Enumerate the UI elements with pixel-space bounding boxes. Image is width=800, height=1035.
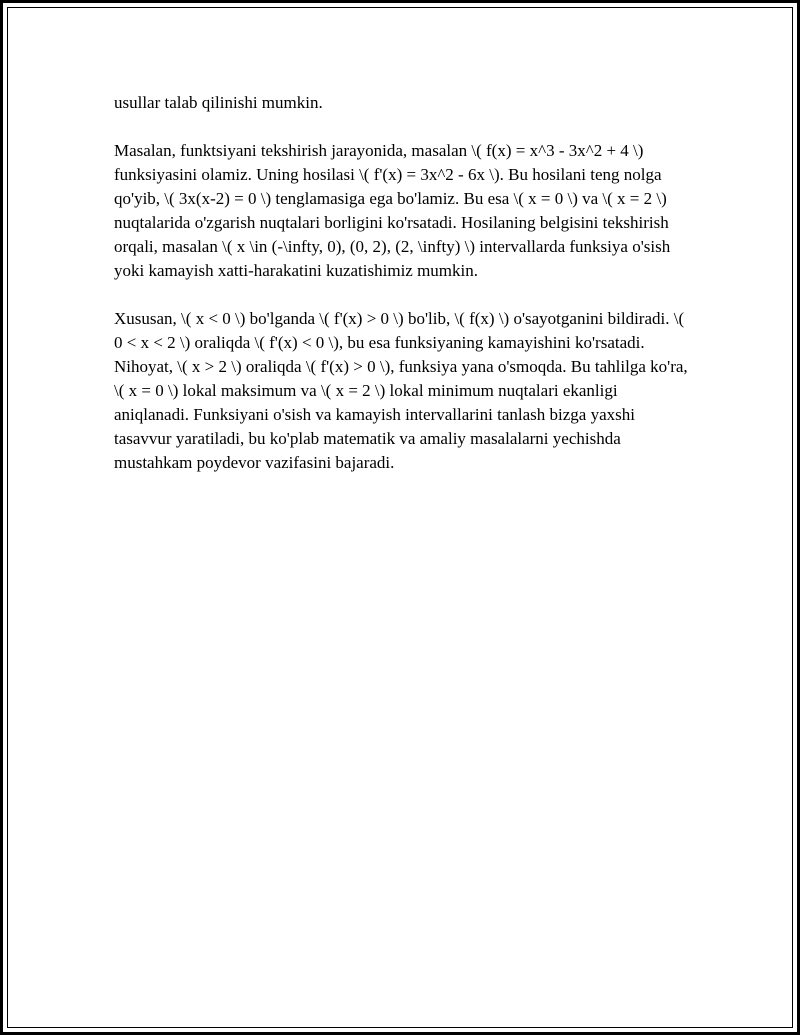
document-body	[114, 91, 694, 499]
paragraph-1: usullar talab qilinishi mumkin.	[114, 93, 323, 112]
paragraph-2: Masalan, funktsiyani tekshirish jarayonida, masalan \( f(x) = x^3 - 3x^2 + 4 \) funksiyasini olamiz. Uning hosilasi \( f'(x) = 3x^2 - 6x \). Bu hosilani teng nolga qo'yib, \( 3x(x-2) = 0 \) tenglamasiga ega bo'lamiz. Bu esa \( x = 0 \) va \( x = 2 \) nuqtalarida o'zgarish nuqtalari borligini ko'rsatadi. Hosilaning belgisini tekshirish orqali, masalan \( x \in (-\infty, 0), (0, 2), (2, \infty) \) intervallarda funksiya o'sish yoki kamayish xatti-harakatini kuzatishimiz mumkin.	[114, 141, 671, 280]
paragraph-3: Xususan, \( x < 0 \) bo'lganda \( f'(x) > 0 \) bo'lib, \( f(x) \) o'sayotganini bildiradi. \( 0 < x < 2 \) oraliqda \( f'(x) < 0 \), bu esa funksiyaning kamayishini ko'rsatadi. Nihoyat, \( x > 2 \) oraliqda \( f'(x) > 0 \), funksiya yana o'smoqda. Bu tahlilga ko'ra, \( x = 0 \) lokal maksimum va \( x = 2 \) lokal minimum nuqtalari ekanligi aniqlanadi. Funksiyani o'sish va kamayish intervallarini tanlash bizga yaxshi tasavvur yaratiladi, bu ko'plab matematik va amaliy masalalarni yechishda mustahkam poydevor vazifasini bajaradi.	[114, 309, 688, 472]
